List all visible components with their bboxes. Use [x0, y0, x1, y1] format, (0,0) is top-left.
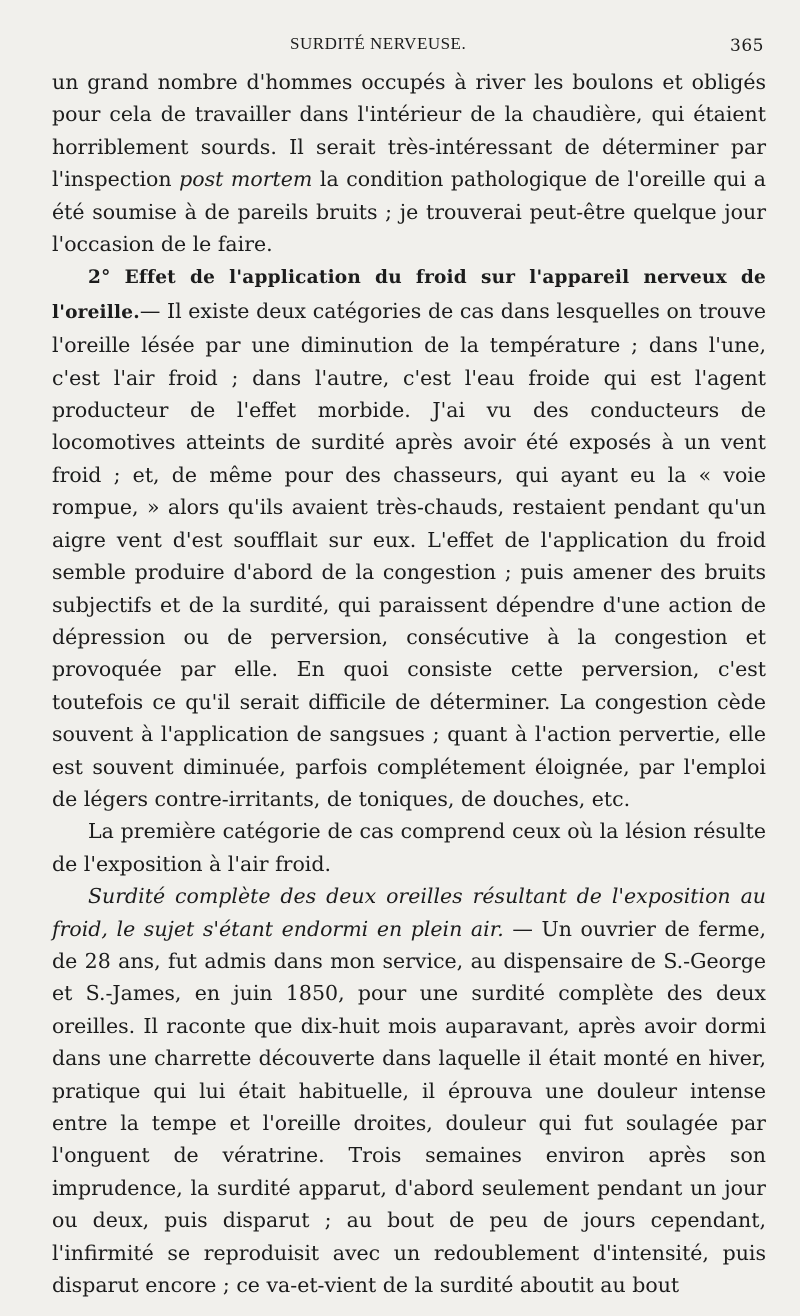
case-paragraph — [52, 880, 766, 1301]
section-paragraph — [52, 260, 766, 815]
paragraph-text: la condition pathologique de l'oreille qui a été soumise à de pareils bruits ; je trouverai peut-être quelque jour l'occasion de le faire. — [52, 167, 766, 257]
body-text — [52, 66, 766, 1301]
paragraph-text: — Un ouvrier de ferme, de 28 ans, fut admis dans mon service, au dispensaire de S.-George et S.-James, en juin 1850, pour une surdité complète des deux oreilles. Il raconte que dix-huit mois auparavant, après avoir dormi dans une charrette découverte dans laquelle il était monté en hiver, pratique qui lui était habituelle, il éprouva une douleur intense entre la tempe et l'oreille droites, douleur qui fut soulagée par l'onguent de vératrine. Trois semaines environ après son imprudence, la surdité apparut, d'abord seulement pendant un jour ou deux, puis disparut ; au bout de peu de jours cependant, l'infirmité se reproduisit avec un redoublement d'intensité, puis disparut encore ; ce va-et-vient de la surdité aboutit au bout — [52, 916, 766, 1298]
paragraph-continuation — [52, 66, 766, 260]
paragraph-text: — Il existe deux catégories de cas dans lesquelles on trouve l'oreille lésée par une diminution de la température ; dans l'une, c'est l'air froid ; dans l'autre, c'est l'eau froide qui est l'agent producteur de l'effet morbide. J'ai vu des conducteurs de locomotives atteints de surdité après avoir été exposés à un vent froid ; et, de même pour des chasseurs, qui ayant eu la « voie rompue, » alors qu'ils avaient très-chauds, restaient pendant qu'un aigre vent d'est soufflait sur eux. L'effet de l'application du froid semble produire d'abord de la congestion ; puis amener des bruits subjectifs et de la surdité, qui paraissent dépendre d'une action de dépression ou de perversion, consécutive à la congestion et provoquée par elle. En quoi consiste cette perversion, c'est toutefois ce qu'il serait difficile de déterminer. La congestion cède souvent à l'application de sangsues ; quant à l'action pervertie, elle est souvent diminuée, parfois complétement éloignée, par l'emploi de légers contre-irritants, de toniques, de douches, etc. — [52, 298, 766, 811]
paragraph-text: un grand nombre d'hommes occupés à river les boulons et obligés pour cela de travailler dans l'intérieur de la chaudière, qui étaient horriblement sourds. Il serait très-intéressant de déterminer par l'inspection — [52, 70, 766, 192]
paragraph: La première catégorie de cas comprend ceux où la lésion résulte de l'exposition à l'air froid. — [52, 819, 766, 876]
running-title: SURDITÉ NERVEUSE. — [290, 34, 467, 53]
italic-term: post mortem — [179, 167, 313, 192]
case-title: Surdité complète des deux oreilles résultant de l'exposition au froid, le sujet s'étant endormi en plein air. — [52, 884, 766, 941]
page-number: 365 — [730, 36, 764, 56]
section-heading: 2° Effet de l'application du froid sur l'appareil nerveux de l'oreille. — [52, 267, 766, 323]
